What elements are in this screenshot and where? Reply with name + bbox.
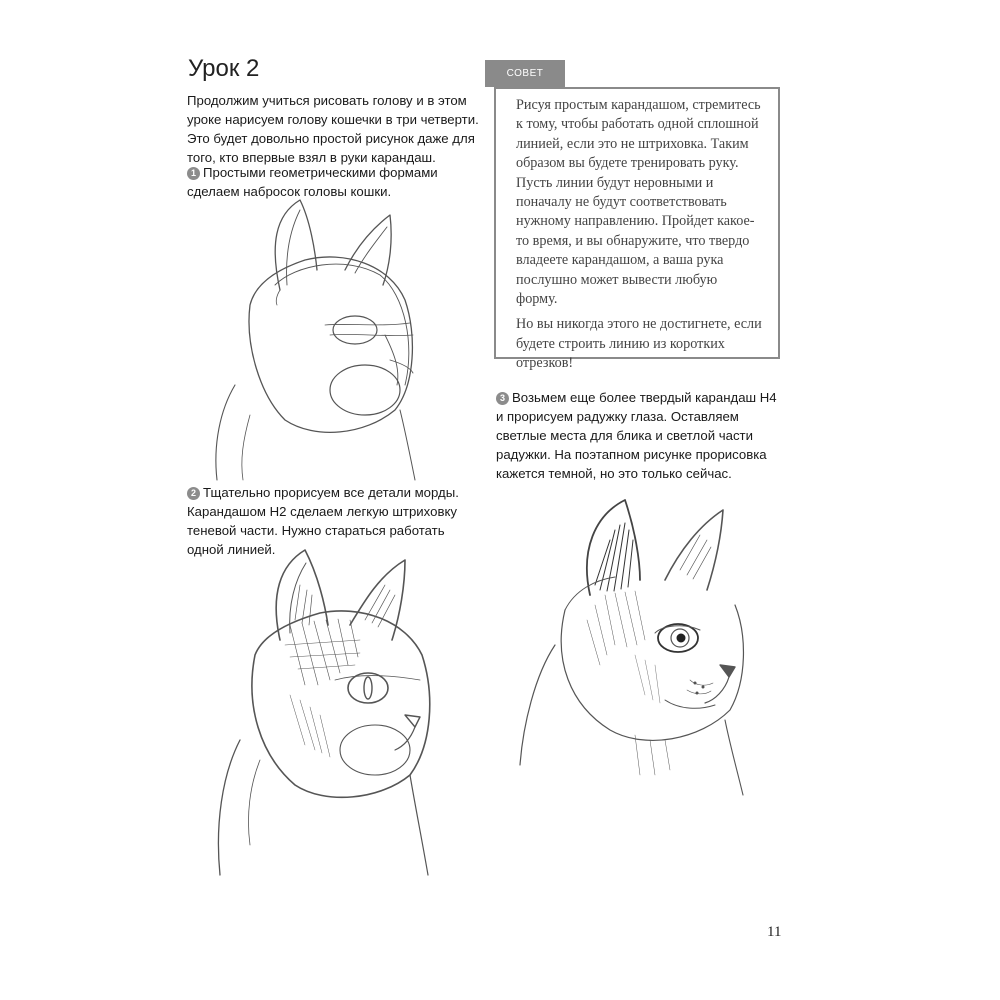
lesson-title: Урок 2 — [188, 55, 260, 82]
lesson-intro: Продолжим учиться рисовать голову и в этом уроке нарисуем голову кошечки в три четверти. Это будет довольно простой рисунок даже для того, кто впервые взял в руки карандаш. — [187, 93, 479, 165]
page-number: 11 — [767, 924, 782, 940]
tip-paragraph-1: Рисуя простым карандашом, стремитесь к тому, чтобы работать одной сплошной линией, если это не штриховка. Таким образом вы будете тренировать руку. Пусть линии будут неровными и поначалу не будут соответствовать нужному направлению. Пройдет какое-то время, и вы обнаружите, что твердо владеете карандашом, а ваша рука послушно может вывести любую форму. — [516, 97, 761, 308]
step-number-badge: 1 — [187, 167, 200, 180]
cat-sketch-step-1 — [205, 195, 430, 485]
step-3 — [496, 388, 786, 483]
cat-sketch-step-3 — [515, 495, 755, 795]
step-2-text: Тщательно прорисуем все детали морды. Карандашом H2 сделаем легкую штриховку теневой части. Нужно стараться работать одной линией. — [187, 485, 459, 557]
step-number-badge: 2 — [187, 487, 200, 500]
step-number-badge: 3 — [496, 392, 509, 405]
tip-paragraph-2: Но вы никогда этого не достигнете, если будете строить линию из коротких отрезков! — [516, 316, 762, 372]
tip-text — [516, 96, 762, 380]
tip-label: СОВЕТ — [485, 60, 565, 87]
step-3-text: Возьмем еще более твердый карандаш H4 и прорисуем радужку глаза. Оставляем светлые места для блика и светлой части радужки. На поэтапном рисунке прорисовка кажется темной, но это только сейчас. — [496, 390, 777, 481]
cat-sketch-step-2 — [210, 545, 440, 880]
step-1-text: Простыми геометрическими формами сделаем набросок головы кошки. — [187, 165, 438, 199]
